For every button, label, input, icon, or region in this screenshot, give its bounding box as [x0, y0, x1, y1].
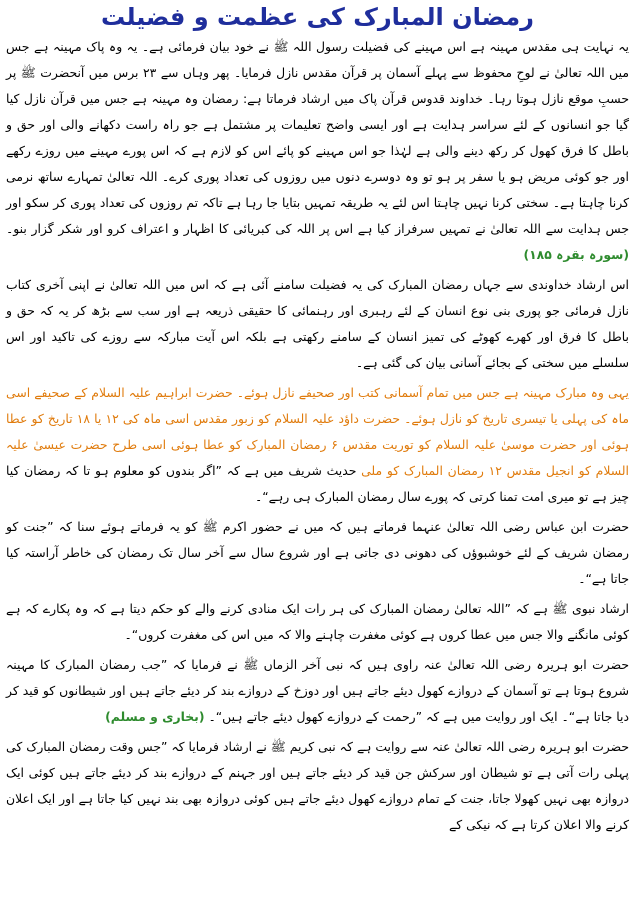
paragraph-7-text: حضرت ابو ہریرہ رضی اللہ تعالیٰ عنہ سے روایت ہے کہ نبی کریم ﷺ نے ارشاد فرمایا کہ ”جس وقت رمضان المبارک کی پہلی رات آتی ہے تو شیطان اور سرکش جن قید کر دیئے جاتے ہیں اور جہنم کے دروازے بند کر دیئے جاتے ہیں کوئی ایک دروازہ بھی نہیں کھولا جاتا، جنت کے تمام دروازے کھول دیئے جاتے ہیں کوئی دروازہ بھی بند نہیں کیا جاتا ہے اور ایک اعلان کرنے والا اعلان کرتا ہے کہ نیکی کے [6, 739, 629, 832]
paragraph-2 [6, 272, 629, 376]
page-title: رمضان المبارک کی عظمت و فضیلت [101, 3, 534, 31]
paragraph-1 [6, 34, 629, 268]
paragraph-2-text: اس ارشاد خداوندی سے جہاں رمضان المبارک کی یہ فضیلت سامنے آئی ہے کہ اس میں اللہ تعالیٰ نے اپنی آخری کتاب نازل فرمائی جو پوری بنی نوع انسان کے لئے رہبری اور رہنمائی کا حقیقی ذریعہ ہے اور سب سے بڑھ کر یہ کہ حق و باطل کا فرق اور کھرے کھوٹے کی تمیز انسان کے سامنے رکھتی ہے بلکہ اس آیت مبارکہ سے روزے کی تاکید اور اس سلسلے میں سختی کے بجائے آسانی بیان کی گئی ہے۔ [6, 277, 629, 370]
paragraph-1-text: یہ نہایت ہی مقدس مہینہ ہے اس مہینے کی فضیلت رسول اللہ ﷺ نے خود بیان فرمائی ہے۔ یہ وہ پاک مہینہ ہے جس میں اللہ تعالیٰ نے لوحِ محفوظ سے پہلے آسمان پر قرآن مقدس نازل فرمایا۔ پھر وہاں سے ۲۳ برس میں آنحضرت ﷺ پر حسبِ موقع نازل ہوتا رہا۔ خداوند قدوس قرآن پاک میں ارشاد فرماتا ہے: رمضان وہ مہینہ ہے جس میں قرآن نازل کیا گیا جو انسانوں کے لئے سراسر ہدایت ہے اور ایسی واضح تعلیمات پر مشتمل ہے جو راہ راست دکھانے والی اور حق و باطل کا فرق کھول کر رکھ دینے والی ہے لہٰذا جو اس مہینے کو پائے اس کو لازم ہے کہ اس پورے مہینے میں روزے رکھے اور جو کوئی مریض ہو یا سفر پر ہو تو وہ دوسرے دنوں میں روزوں کی تعداد پوری کرے۔ اللہ تعالیٰ تمہارے ساتھ نرمی کرنا چاہتا ہے۔ سختی کرنا نہیں چاہتا اس لئے یہ طریقہ تمہیں بتایا جا رہا ہے تاکہ تم روزوں کی تعداد پوری کر سکو اور جس ہدایت سے اللہ تعالیٰ نے تمہیں سرفراز کیا ہے اس پر اللہ کی کبریائی کا اظہار و اعتراف کرو اور شکر گزار بنو۔ [6, 39, 629, 236]
paragraph-3 [6, 380, 629, 510]
paragraph-5 [6, 596, 629, 648]
highlighted-text: یہی وہ مبارک مہینہ ہے جس میں تمام آسمانی کتب اور صحیفے نازل ہوئے۔ حضرت ابراہیم علیہ السلام کے صحیفے اسی ماہ کی پہلی یا تیسری تاریخ کو نازل ہوئے۔ حضرت داؤد علیہ السلام کو زبور مقدس اسی ماہ کی ۱۲ یا ۱۸ تاریخ کو عطا ہوئی اور حضرت موسیٰ علیہ السلام کو توریت مقدس ۶ رمضان المبارک کو عطا ہوئی اسی طرح حضرت عیسیٰ علیہ السلام کو انجیل مقدس ۱۲ رمضان المبارک کو ملی [6, 385, 629, 478]
paragraph-4-text: حضرت ابن عباس رضی اللہ تعالیٰ عنہما فرماتے ہیں کہ میں نے حضور اکرم ﷺ کو یہ فرماتے ہوئے سنا کہ ”جنت کو رمضان شریف کے لئے خوشبوؤں کی دھونی دی جاتی ہے اور شروع سال سے آخر سال تک رمضان کی خاطر آراستہ کیا جاتا ہے“۔ [6, 519, 629, 586]
hadith-reference: (بخاری و مسلم) [105, 709, 205, 724]
paragraph-5-text: ارشاد نبوی ﷺ ہے کہ ”اللہ تعالیٰ رمضان المبارک کی ہر رات ایک منادی کرنے والے کو حکم دیتا ہے کہ وہ پکارے کہ ہے کوئی مانگنے والا جس میں عطا کروں ہے کوئی مغفرت چاہنے والا کہ میں اس کی مغفرت کروں“۔ [6, 601, 629, 642]
paragraph-4 [6, 514, 629, 592]
paragraph-3-text: حدیث شریف میں ہے کہ ”اگر بندوں کو معلوم ہو تا کہ رمضان کیا چیز ہے تو میری امت تمنا کرتی کہ پورے سال رمضان المبارک ہی رہے“۔ [6, 463, 629, 504]
paragraph-7 [6, 734, 629, 838]
paragraph-6 [6, 652, 629, 730]
quran-reference: (سورہ بقرہ ۱۸۵) [523, 247, 629, 262]
paragraph-6-text: حضرت ابو ہریرہ رضی اللہ تعالیٰ عنہ راوی ہیں کہ نبی آخر الزماں ﷺ نے فرمایا کہ ”جب رمضان المبارک کا مہینہ شروع ہوتا ہے تو آسمان کے دروازے کھول دیئے جاتے ہیں اور دوزخ کے دروازے بند کر دیئے جاتے ہیں اور شیطانوں کو قید کر دیا جاتا ہے“۔ ایک اور روایت میں ہے کہ ”رحمت کے دروازے کھول دیئے جاتے ہیں“۔ [6, 657, 629, 724]
